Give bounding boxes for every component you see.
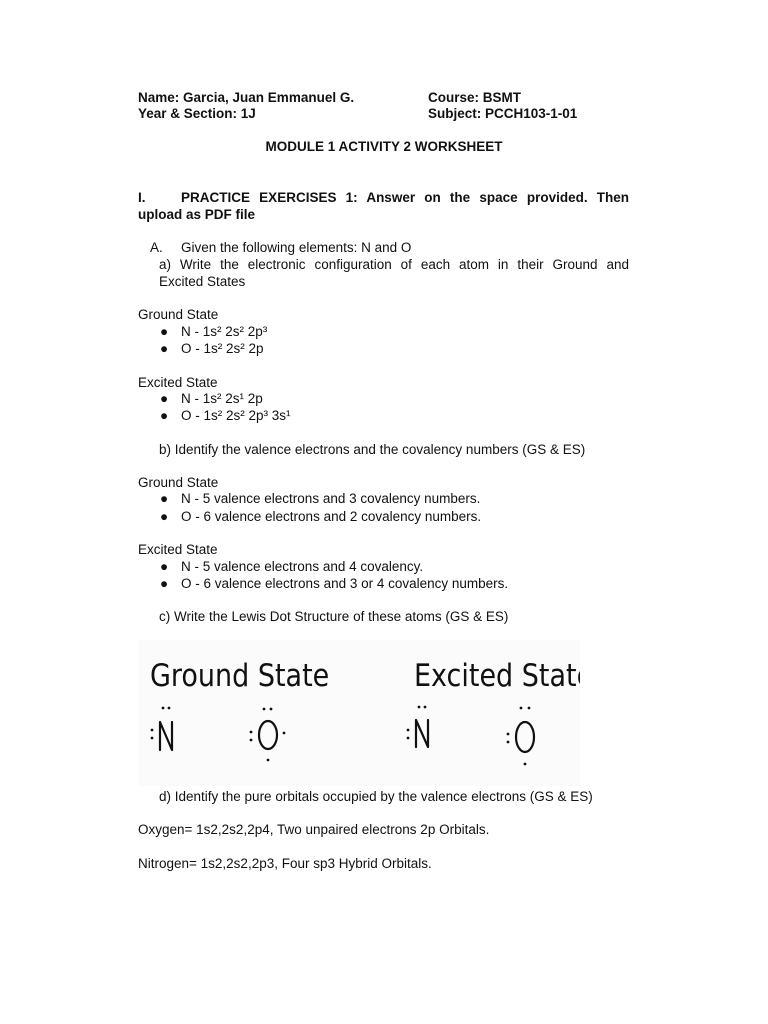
course: Course: BSMT — [428, 90, 522, 105]
list-item: ● O - 6 valence electrons and 2 covalency numbers. — [160, 509, 482, 524]
part-a-text: Given the following elements: N and O — [181, 240, 412, 255]
year-section: Year & Section: 1J — [138, 106, 256, 121]
question-c: c) Write the Lewis Dot Structure of these atoms (GS & ES) — [159, 609, 509, 624]
lewis-n-excited — [407, 706, 428, 747]
list-item: ● N - 5 valence electrons and 3 covalency numbers. — [160, 491, 481, 506]
section-heading-line2: upload as PDF file — [138, 207, 256, 222]
question-a-line2: Excited States — [159, 274, 246, 289]
section-heading-line1: PRACTICE EXERCISES 1: Answer on the space provided. Then — [181, 190, 629, 205]
subject: Subject: PCCH103-1-01 — [428, 106, 578, 121]
section-number: I. — [138, 190, 146, 205]
lewis-o-excited — [507, 707, 534, 766]
excited-state-handwritten: Excited State — [414, 657, 580, 694]
part-a-label: A. — [150, 240, 163, 255]
valence-excited-title: Excited State — [138, 542, 218, 557]
question-a-line1: a) Write the electronic configuration of each atom in their Ground and — [159, 257, 629, 272]
lewis-dot-image — [138, 640, 580, 786]
question-b: b) Identify the valence electrons and the covalency numbers (GS & ES) — [159, 442, 586, 457]
lewis-n-ground — [151, 707, 172, 750]
list-item: ● N - 5 valence electrons and 4 covalency. — [160, 559, 424, 574]
config-ground-title: Ground State — [138, 307, 219, 322]
list-item: ● O - 6 valence electrons and 3 or 4 covalency numbers. — [160, 576, 509, 591]
list-item: ● N - 1s² 2s¹ 2p — [160, 391, 263, 406]
list-item: ● O - 1s² 2s² 2p — [160, 341, 264, 356]
question-d: d) Identify the pure orbitals occupied by the valence electrons (GS & ES) — [159, 789, 593, 804]
config-excited-title: Excited State — [138, 375, 218, 390]
worksheet-title: MODULE 1 ACTIVITY 2 WORKSHEET — [265, 139, 503, 154]
student-name: Name: Garcia, Juan Emmanuel G. — [138, 90, 355, 105]
list-item: ● N - 1s² 2s² 2p³ — [160, 324, 268, 339]
oxygen-answer: Oxygen= 1s2,2s2,2p4, Two unpaired electrons 2p Orbitals. — [138, 822, 490, 837]
list-item: ● O - 1s² 2s² 2p³ 3s¹ — [160, 408, 291, 423]
lewis-o-ground — [250, 708, 286, 762]
valence-ground-title: Ground State — [138, 475, 219, 490]
ground-state-handwritten: Ground State — [150, 657, 330, 694]
nitrogen-answer: Nitrogen= 1s2,2s2,2p3, Four sp3 Hybrid Orbitals. — [138, 856, 432, 871]
